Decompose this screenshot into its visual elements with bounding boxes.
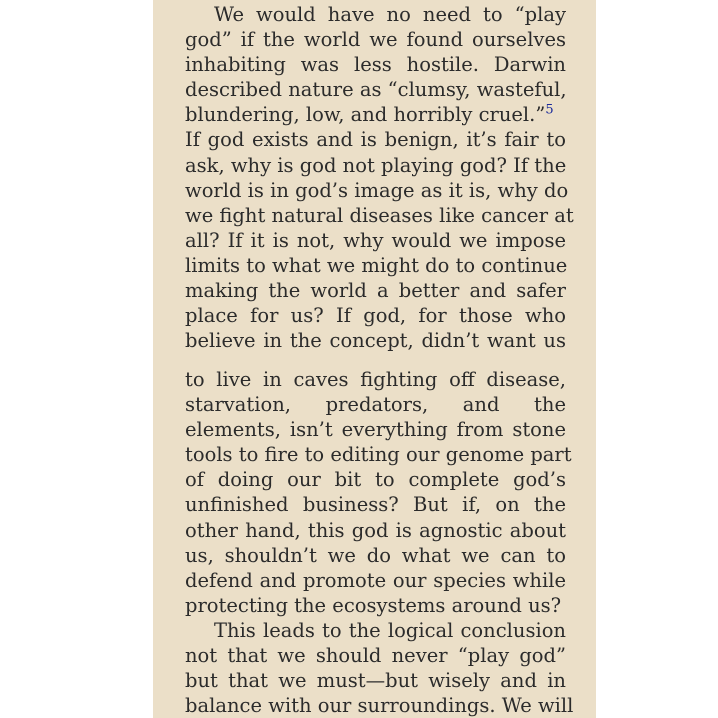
text-line: believe in the concept, didn’t want us xyxy=(185,329,566,353)
text-line: but that we must—but wisely and in xyxy=(185,669,566,693)
text-line: ask, why is god not playing god? If the xyxy=(185,153,567,177)
text-line: tools to fire to editing our genome part xyxy=(185,443,572,467)
text-line-content: blundering, low, and horribly cruel.” xyxy=(185,103,546,127)
text-line: us, shouldn’t we do what we can to xyxy=(185,543,566,567)
text-line: world is in god’s image as it is, why do xyxy=(185,178,569,202)
text-line: described nature as “clumsy, wasteful, xyxy=(185,78,567,102)
text-line: defend and promote our species while xyxy=(185,568,566,592)
text-line: inhabiting was less hostile. Darwin xyxy=(185,53,566,77)
text-line: place for us? If god, for those who xyxy=(185,304,566,328)
text-block-top xyxy=(185,2,574,353)
text-line: unfinished business? But if, on the xyxy=(185,493,566,517)
text-line: protecting the ecosystems around us? xyxy=(185,593,562,617)
footnote-reference-link[interactable]: 5 xyxy=(545,102,554,118)
text-line: making the world a better and safer xyxy=(185,279,566,303)
text-line: This leads to the logical conclusion xyxy=(214,618,566,642)
text-line: of doing our bit to complete god’s xyxy=(185,468,566,492)
text-line: balance with our surroundings. We will xyxy=(185,694,574,718)
text-line: to live in caves fighting off disease, xyxy=(185,368,566,391)
text-line: god” if the world we found ourselves xyxy=(185,28,566,52)
text-line: starvation, predators, and the xyxy=(185,393,566,417)
text-line: not that we should never “play god” xyxy=(185,644,566,668)
text-line: We would have no need to “play xyxy=(214,3,566,26)
text-line: If god exists and is benign, it’s fair to xyxy=(185,128,566,152)
text-line: we fight natural diseases like cancer at xyxy=(185,203,574,227)
text-block-bottom xyxy=(185,367,574,718)
book-page xyxy=(153,0,596,718)
text-line: limits to what we might do to continue xyxy=(185,253,568,277)
text-line-with-footnote xyxy=(185,102,566,127)
text-line: elements, isn’t everything from stone xyxy=(185,418,566,442)
text-line: all? If it is not, why would we impose xyxy=(185,228,566,252)
text-line: other hand, this god is agnostic about xyxy=(185,518,566,542)
